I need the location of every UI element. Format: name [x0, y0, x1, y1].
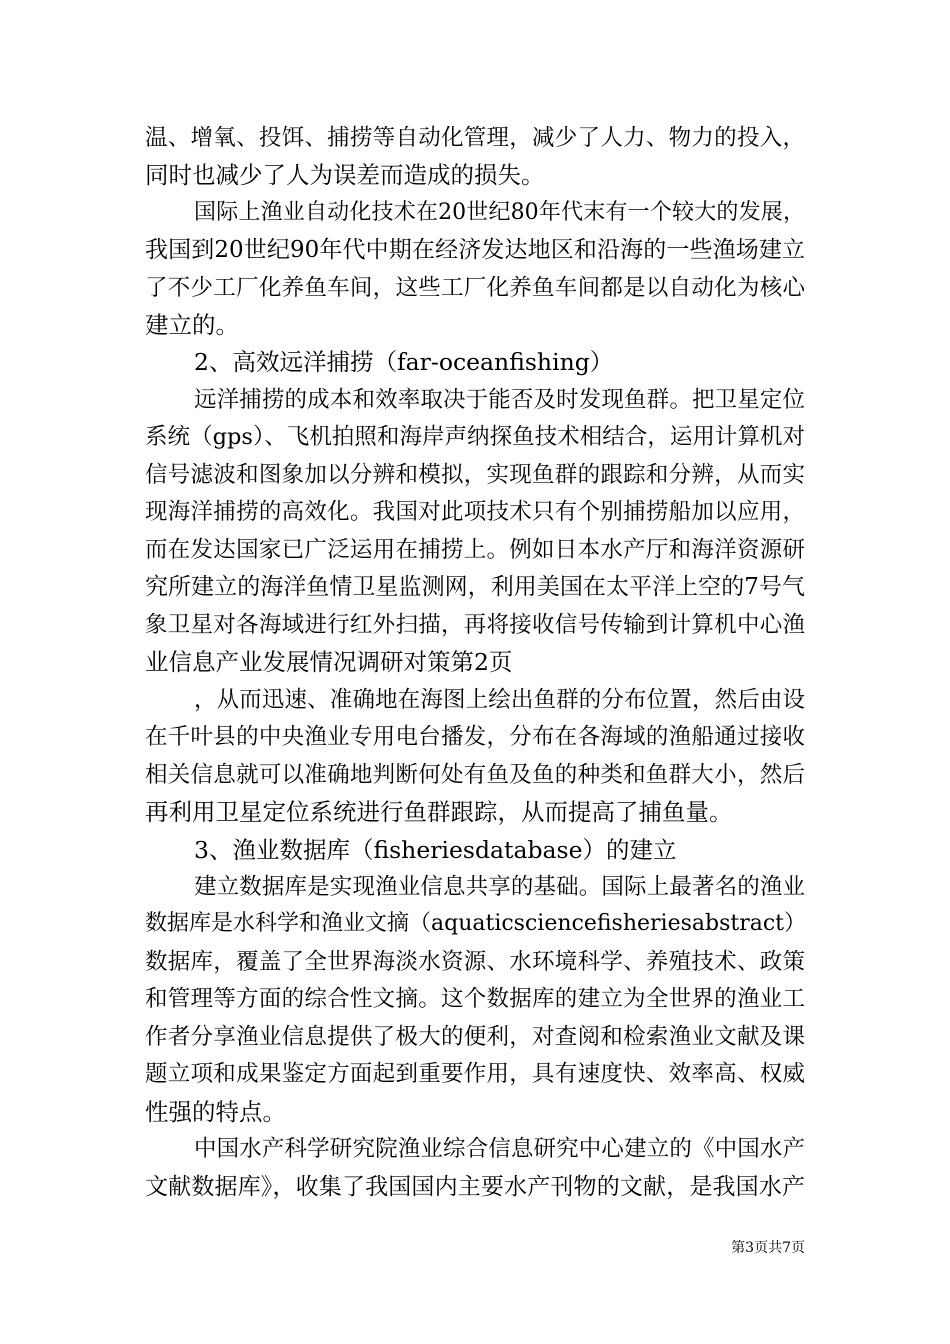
- text-line: 再利用卫星定位系统进行鱼群跟踪，从而提高了捕鱼量。: [145, 798, 733, 826]
- text-line: 象卫星对各海域进行红外扫描，再将接收信号传输到计算机中心渔: [145, 612, 805, 638]
- text-line: 我国到20世纪90年代中期在经济发达地区和沿海的一些渔场建立: [145, 237, 805, 263]
- text-line: 作者分享渔业信息提供了极大的便利，对查阅和检索渔业文献及课: [145, 1024, 805, 1050]
- text-line: 而在发达国家已广泛运用在捕捞上。例如日本水产厅和海洋资源研: [145, 537, 805, 563]
- text-line: 建立的。: [145, 311, 239, 339]
- text-line: 相关信息就可以准确地判断何处有鱼及鱼的种类和鱼群大小，然后: [145, 762, 805, 788]
- text-line: 文献数据库》，收集了我国国内主要水产刊物的文献，是我国水产: [145, 1174, 805, 1200]
- text-line: 在千叶县的中央渔业专用电台播发，分布在各海域的渔船通过接收: [145, 724, 805, 750]
- text-line: 题立项和成果鉴定方面起到重要作用，具有速度快、效率高、权威: [145, 1061, 805, 1087]
- text-line: 远洋捕捞的成本和效率取决于能否及时发现鱼群。把卫星定位: [194, 387, 805, 413]
- text-line: 业信息产业发展情况调研对策第2页: [145, 648, 513, 676]
- page-footer: 第3页共7页: [731, 1240, 805, 1256]
- text-line: 现海洋捕捞的高效化。我国对此项技术只有个别捕捞船加以应用，: [145, 499, 805, 525]
- text-line: 中国水产科学研究院渔业综合信息研究中心建立的《中国水产: [194, 1136, 805, 1162]
- section-heading: 3、渔业数据库（fisheriesdatabase）的建立: [194, 836, 677, 864]
- text-line: 同时也减少了人为误差而造成的损失。: [145, 161, 545, 189]
- text-line: 究所建立的海洋鱼情卫星监测网，利用美国在太平洋上空的7号气: [145, 574, 805, 600]
- section-heading: 2、高效远洋捕捞（far-oceanfishing）: [194, 348, 614, 376]
- text-line: 国际上渔业自动化技术在20世纪80年代末有一个较大的发展，: [194, 200, 805, 225]
- text-line: 信号滤波和图象加以分辨和模拟，实现鱼群的跟踪和分辨，从而实: [145, 462, 805, 488]
- text-line: 性强的特点。: [145, 1098, 286, 1126]
- text-line: 建立数据库是实现渔业信息共享的基础。国际上最著名的渔业: [194, 874, 805, 900]
- text-line: 数据库，覆盖了全世界海淡水资源、水环境科学、养殖技术、政策: [145, 949, 805, 975]
- text-line: ，从而迅速、准确地在海图上绘出鱼群的分布位置，然后由设: [194, 687, 805, 713]
- text-line: 数据库是水科学和渔业文摘（aquaticsciencefisheriesabstract）: [145, 911, 807, 936]
- text-line: 了不少工厂化养鱼车间，这些工厂化养鱼车间都是以自动化为核心: [145, 275, 805, 301]
- text-line: 和管理等方面的综合性文摘。这个数据库的建立为全世界的渔业工: [145, 986, 805, 1012]
- text-line: 温、增氧、投饵、捕捞等自动化管理，减少了人力、物力的投入，: [145, 125, 805, 151]
- text-line: 系统（gps）、飞机拍照和海岸声纳探鱼技术相结合，运用计算机对: [145, 424, 805, 450]
